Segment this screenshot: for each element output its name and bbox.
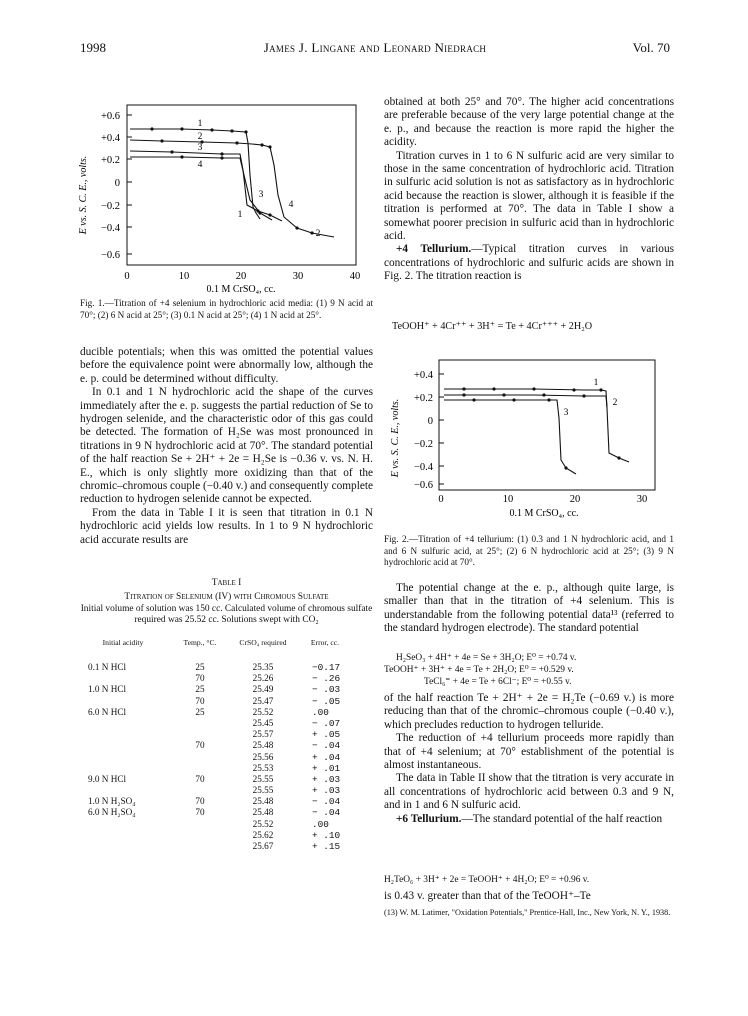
- figure-2: [384, 348, 674, 526]
- running-header: [80, 40, 670, 56]
- paragraph: obtained at both 25° and 70°. The higher acid concentrations are preferable because of the very large potential change at the e. p., and because the reaction is more rapid the higher the acidity.: [384, 96, 674, 149]
- footnote: (13) W. M. Latimer, "Oxidation Potentials," Prentice-Hall, Inc., New York, N. Y., 1938.: [384, 908, 671, 917]
- table-cell: 70: [195, 807, 205, 818]
- fig2-ytick: 0: [427, 416, 433, 427]
- col-header: Temp., °C.: [183, 638, 217, 647]
- table-cell: 6.0 N HCl: [88, 706, 127, 717]
- fig2-ylabel-text: E vs. S. C. E., volts.: [390, 398, 401, 478]
- equation-3: TeOOH⁺ + 3H⁺ + 4e = Te + 2H₂O; E⁰ = +0.529 v.: [384, 665, 574, 675]
- table-cell: + .03: [312, 785, 341, 797]
- section-heading: +6 Tellurium.: [396, 812, 462, 825]
- table-cell: + .03: [312, 773, 341, 785]
- fig1-curve-label: 4: [197, 160, 203, 170]
- paragraph: Titration curves in 1 to 6 N sulfuric acid are very similar to those in the same concentration of hydrochloric acid. Titration in sulfuric acid solution is not as satisfactory as in hydrochloric acid because the reaction is slower, although it is feasible if the titration is performed at 70°. The data in Table I show a somewhat poorer precision in sulfuric acid than in hydrochloric acid.: [384, 149, 674, 243]
- table-row: [88, 707, 378, 718]
- fig1-ytick: −0.2: [100, 201, 120, 212]
- table-cell: .00: [312, 706, 329, 718]
- fig2-caption: Fig. 2.—Titration of +4 tellurium: (1) 0.3 and 1 N hydrochloric acid, and 1 and 6 N sulfuric acid, at 25°; (2) 6 N hydrochloric acid at 25°; (3) 9 N hydrochloric acid at 70°.: [384, 534, 674, 567]
- fig1-curve-label: 1: [237, 210, 243, 220]
- table-row: [88, 785, 378, 796]
- paragraph: of the half reaction Te + 2H⁺ + 2e = H₂Te (−0.69 v.) is more reducing than that of the chromic–chromous couple (−0.40 v.), which precludes reduction to hydrogen telluride.: [384, 692, 674, 731]
- table-row: [88, 673, 378, 684]
- table-row: [88, 662, 378, 673]
- fig2-ytick: −0.6: [413, 480, 433, 491]
- fig2-ytick: −0.4: [413, 462, 433, 473]
- table-row: [88, 763, 378, 774]
- paragraph: The reduction of +4 tellurium proceeds more rapidly than that of +4 selenium; at 70° establishment of the potential is almost instantaneous.: [384, 732, 674, 772]
- col-header: Initial acidity: [102, 638, 144, 647]
- table-row: [88, 774, 378, 785]
- equation-4: TeCl₆⁼ + 4e = Te + 6Cl⁻; E⁰ = +0.55 v.: [424, 677, 572, 687]
- fig2-xtick: 20: [569, 494, 581, 505]
- table-cell: 25.56: [252, 751, 274, 762]
- paragraph: From the data in Table I it is seen that titration in 0.1 N hydrochloric acid yields low results. In 1 to 9 N hydrochloric acid accurate results are: [80, 506, 373, 546]
- table-cell: 0.1 N HCl: [88, 662, 127, 672]
- table-cell: 25: [195, 662, 205, 672]
- paragraph: +4 Tellurium.—Typical titration curves in various concentrations of hydrochloric and sulfuric acids are shown in Fig. 2. The titration reaction is: [384, 243, 675, 283]
- fig1-xtick: 0: [124, 271, 130, 282]
- fig1-xlabel: 0.1 M CrSO₄, cc.: [206, 284, 276, 295]
- fig1-curve-label: 4: [288, 200, 294, 210]
- table-cell: 25.52: [252, 706, 274, 717]
- table-cell: 25.49: [252, 684, 274, 695]
- table-cell: − .05: [312, 695, 341, 707]
- table-row: [88, 718, 378, 729]
- fig1-ytick: +0.2: [100, 155, 120, 166]
- fig1-curve-label: 3: [197, 143, 203, 153]
- fig2-curve-label: 3: [563, 408, 569, 418]
- paragraph: +6 Tellurium.—The standard potential of the half reaction: [396, 812, 663, 825]
- fig2-xtick: 10: [502, 494, 514, 505]
- table-cell: 25.62: [252, 829, 274, 840]
- table-cell: 25.48: [252, 796, 274, 807]
- table-cell: 25.35: [252, 662, 274, 672]
- table-cell: 25.53: [252, 762, 274, 773]
- table-row: [88, 752, 378, 763]
- fig2-curve-3: [444, 400, 576, 474]
- section-heading: +4 Tellurium.: [396, 243, 472, 256]
- col-header: CrSO₄ required: [239, 638, 287, 647]
- equation-5: H₂TeO₆ + 3H⁺ + 2e = TeOOH⁺ + 4H₂O; E⁰ = +0.96 v.: [384, 875, 590, 885]
- equation-2: H₂SeO₃ + 4H⁺ + 4e = Se + 3H₂O; E⁰ = +0.74 v.: [396, 653, 577, 663]
- figure-1: [72, 95, 372, 295]
- fig1-curve-label: 2: [197, 132, 203, 142]
- fig2-xtick: 30: [636, 494, 648, 505]
- table-row: [88, 729, 378, 740]
- fig2-curves: [444, 389, 629, 474]
- paragraph: The potential change at the e. p., although quite large, is smaller than that in the titration of +4 selenium. This is understandable from the following potential data¹³ (referred to the standard hydrogen electrode). The standard potential: [384, 582, 674, 635]
- fig1-curve-1: [130, 129, 260, 219]
- fig1-ytick: 0: [114, 178, 120, 189]
- fig1-xtick: 30: [292, 271, 304, 282]
- running-title: James J. Lingane and Leonard Niedrach: [263, 40, 487, 55]
- fig1-caption: Fig. 1.—Titration of +4 selenium in hydrochloric acid media: (1) 9 N acid at 70°; (2) 6 N acid at 25°; (3) 0.1 N acid at 25°; (4) 1 N acid at 25°.: [80, 298, 373, 320]
- right-column-bottom: [384, 890, 674, 903]
- fig1-curves: [130, 129, 334, 237]
- page-number: 1998: [80, 40, 106, 55]
- table-cell: 25.67: [252, 841, 274, 851]
- table-cell: − .04: [312, 807, 341, 819]
- fig1-xtick: 20: [235, 271, 247, 282]
- fig1-curve-label: 2: [315, 229, 321, 239]
- fig1-xtick: 10: [178, 271, 190, 282]
- table-cell: 25: [195, 706, 205, 717]
- volume-label: Vol. 70: [632, 40, 670, 55]
- fig1-ytick: −0.4: [100, 223, 120, 234]
- fig2-xlabel: 0.1 M CrSO₄, cc.: [509, 508, 579, 519]
- table-cell: + .15: [312, 841, 341, 852]
- right-column-mid: [384, 582, 674, 636]
- table-cell: 70: [195, 740, 205, 751]
- col-header: Error, cc.: [310, 638, 340, 647]
- fig1-xtick: 40: [349, 271, 361, 282]
- table-cell: 25.26: [252, 673, 274, 684]
- table-cell: − .07: [312, 717, 341, 729]
- table-cell: 70: [195, 673, 205, 684]
- table-cell: 25.57: [252, 729, 274, 740]
- fig2-ytick: −0.2: [413, 439, 433, 450]
- fig2-frame: [439, 360, 655, 490]
- right-column-lower: [384, 692, 674, 826]
- table-row: [88, 796, 378, 807]
- fig1-curve-label: 1: [197, 119, 203, 129]
- equation-1: TeOOH⁺ + 4Cr⁺⁺ + 3H⁺ = Te + 4Cr⁺⁺⁺ + 2H₂O: [392, 321, 593, 332]
- fig1-ytick: +0.6: [100, 111, 120, 122]
- table-header: [88, 638, 378, 662]
- left-column: [80, 346, 373, 547]
- table-cell: 25.48: [252, 740, 274, 751]
- fig2-curve-label: 2: [612, 398, 618, 408]
- table-cell: 25: [195, 684, 205, 695]
- table-cell: 1.0 N HCl: [88, 684, 127, 695]
- table-cell: 70: [195, 773, 205, 784]
- fig1-yaxis-label: [78, 156, 89, 236]
- fig2-curve-2: [444, 395, 607, 408]
- table-row: [88, 807, 378, 818]
- fig1-points: [150, 127, 313, 234]
- table-1-note: Initial volume of solution was 150 cc. Calculated volume of chromous sulfate required was 25.52 cc. Solutions swept with CO₂: [80, 604, 373, 625]
- table-cell: − .04: [312, 740, 341, 752]
- fig2-ytick: +0.2: [413, 393, 433, 404]
- table-row: [88, 696, 378, 707]
- table-cell: 25.47: [252, 695, 274, 706]
- fig1-ytick: −0.6: [100, 250, 120, 261]
- table-row: [88, 684, 378, 695]
- table-cell: − .04: [312, 796, 341, 808]
- paragraph: is 0.43 v. greater than that of the TeOOH⁺–Te: [384, 890, 591, 902]
- fig2-xtick: 0: [438, 494, 444, 505]
- fig2-curve-label: 1: [593, 378, 599, 388]
- right-column-top: [384, 96, 674, 284]
- table-1: [88, 638, 378, 852]
- paragraph: In 0.1 and 1 N hydrochloric acid the shape of the curves immediately after the e. p. suggests the partial reduction of Se to hydrogen selenide, and the characteristic odor of this gas could be detected. The formation of H₂Se was most pronounced in titrations in 9 N hydrochloric acid at 70°. The standard potential of the half reaction Se + 2H⁺ + 2e = H₂Se is −0.36 v. vs. N. H. E., which is only slightly more oxidizing than that of the chromic–chromous couple (−0.40 v.) and consequently complete reduction to hydrogen selenide cannot be expected.: [80, 386, 373, 506]
- table-cell: 70: [195, 695, 205, 706]
- fig2-ytick: +0.4: [413, 370, 433, 381]
- table-cell: + .10: [312, 829, 341, 841]
- paragraph: The data in Table II show that the titration is very accurate in all concentrations of hydrochloric acid between 0.3 and 9 N, and in 1 and 6 N sulfuric acid.: [384, 772, 674, 812]
- table-body: [88, 662, 378, 852]
- table-cell: 1.0 N H₂SO₄: [88, 796, 136, 807]
- table-cell: 25.52: [252, 818, 274, 829]
- table-cell: .00: [312, 818, 329, 830]
- fig1-ylabel-text: E vs. S. C. E., volts.: [78, 155, 89, 235]
- table-cell: + .05: [312, 729, 341, 741]
- table-cell: 25.55: [252, 785, 274, 796]
- fig1-ytick: +0.4: [100, 133, 120, 144]
- paragraph: ducible potentials; when this was omitted the potential values before the equivalence point were abnormally low, although the e. p. could be determined without difficulty.: [80, 346, 373, 385]
- table-cell: 9.0 N HCl: [88, 773, 127, 784]
- table-row: [88, 740, 378, 751]
- fig1-curve-label: 3: [258, 190, 264, 200]
- table-cell: 25.55: [252, 773, 274, 784]
- table-1-title: Titration of Selenium (IV) with Chromous Sulfate: [124, 592, 329, 602]
- table-cell: − .03: [312, 684, 341, 696]
- table-cell: + .01: [312, 762, 341, 774]
- table-cell: 70: [195, 796, 205, 807]
- fig1-curve-2: [130, 140, 334, 237]
- table-cell: + .04: [312, 751, 341, 763]
- table-cell: 25.45: [252, 717, 274, 728]
- table-row: [88, 830, 378, 841]
- table-row: [88, 819, 378, 830]
- table-cell: − .26: [312, 673, 341, 685]
- table-cell: 6.0 N H₂SO₄: [88, 807, 136, 818]
- table-1-heading: Table I: [211, 578, 242, 588]
- table-cell: 25.48: [252, 807, 274, 818]
- table-cell: −0.17: [312, 662, 341, 673]
- table-row: [88, 841, 378, 852]
